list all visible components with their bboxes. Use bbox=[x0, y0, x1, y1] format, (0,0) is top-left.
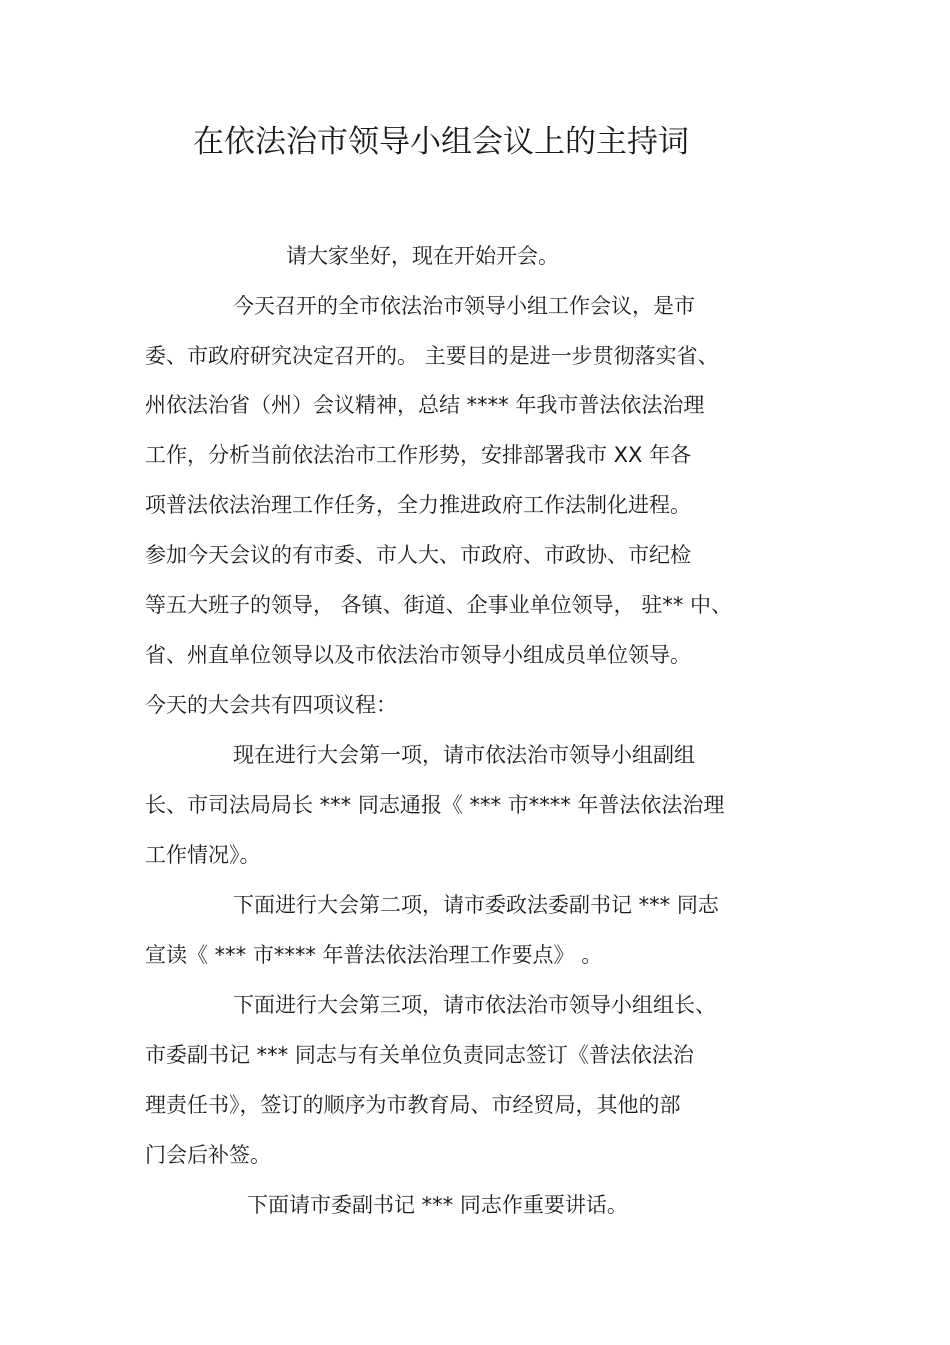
text-line-9: 省、州直单位领导以及市依法治市领导小组成员单位领导。 bbox=[145, 643, 691, 667]
text-line-10: 今天的大会共有四项议程： bbox=[145, 693, 397, 717]
text-line-19: 门会后补签。 bbox=[145, 1143, 271, 1167]
text-line-13: 工作情况》。 bbox=[145, 843, 261, 867]
text-line-5: 工作，分析当前依法治市工作形势，安排部署我市 XX 年各 bbox=[145, 443, 692, 467]
text-line-20: 下面请市委副书记 *** 同志作重要讲话。 bbox=[247, 1193, 628, 1217]
text-line-6: 项普法依法治理工作任务，全力推进政府工作法制化进程。 bbox=[145, 493, 691, 517]
text-line-7: 参加今天会议的有市委、市人大、市政府、市政协、市纪检 bbox=[145, 543, 691, 567]
document-title: 在依法治市领导小组会议上的主持词 bbox=[193, 124, 689, 160]
text-line-4: 州依法治省（州）会议精神，总结 **** 年我市普法依法治理 bbox=[145, 393, 705, 417]
text-line-3: 委、市政府研究决定召开的。 主要目的是进一步贯彻落实省、 bbox=[145, 344, 719, 368]
text-line-8: 等五大班子的领导， 各镇、街道、企事业单位领导， 驻** 中、 bbox=[145, 593, 733, 617]
text-line-2: 今天召开的全市依法治市领导小组工作会议，是市 bbox=[233, 294, 695, 318]
text-line-1: 请大家坐好，现在开始开会。 bbox=[286, 244, 559, 268]
text-line-18: 理责任书》，签订的顺序为市教育局、市经贸局，其他的部 bbox=[145, 1093, 681, 1117]
text-line-14: 下面进行大会第二项，请市委政法委副书记 *** 同志 bbox=[233, 893, 719, 917]
text-line-12: 长、市司法局局长 *** 同志通报《 *** 市**** 年普法依法治理 bbox=[145, 793, 725, 817]
text-line-16: 下面进行大会第三项，请市依法治市领导小组组长、 bbox=[233, 993, 716, 1017]
text-line-17: 市委副书记 *** 同志与有关单位负责同志签订《普法依法治 bbox=[145, 1043, 694, 1067]
text-line-15: 宣读《 *** 市**** 年普法依法治理工作要点》 。 bbox=[145, 943, 603, 967]
text-line-11: 现在进行大会第一项，请市依法治市领导小组副组 bbox=[233, 743, 695, 767]
